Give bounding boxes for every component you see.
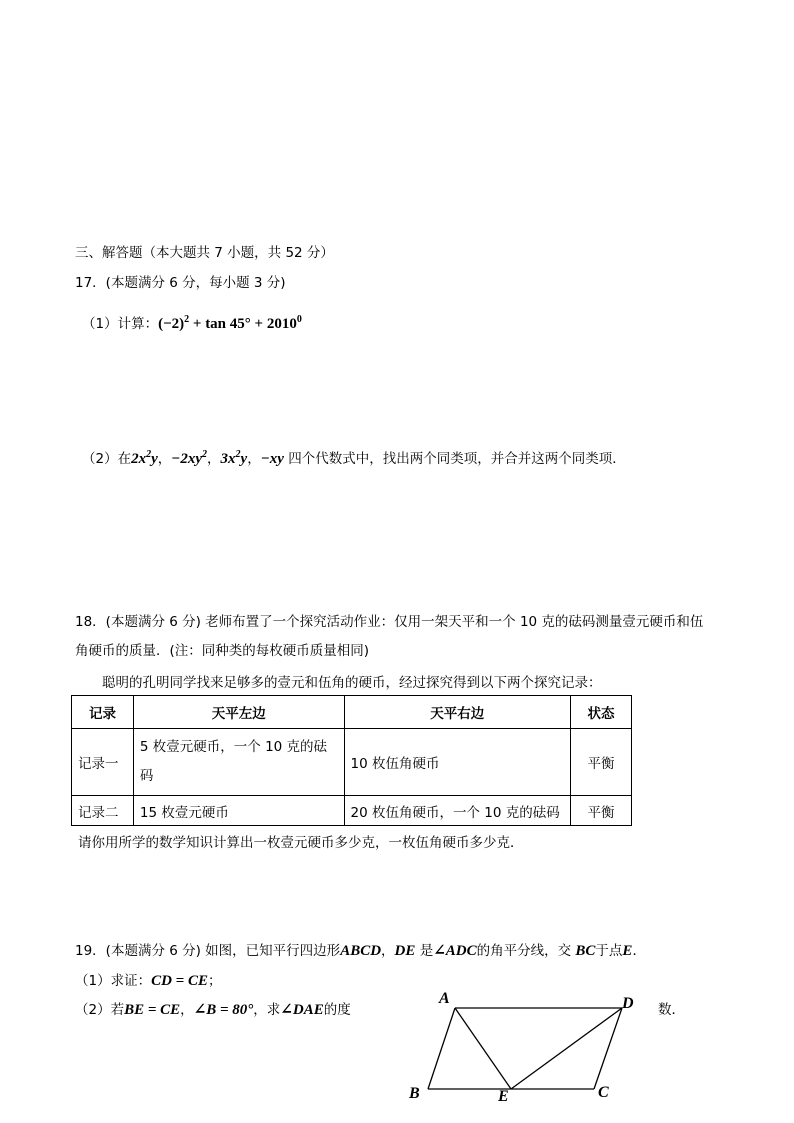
segment-de-line <box>511 1008 622 1089</box>
table-cell: 记录一 <box>72 729 134 796</box>
table-cell: 20 枚伍角硬币，一个 10 克的砝码 <box>344 796 571 826</box>
vertex-label-b: B <box>409 1085 420 1102</box>
q17-part1-rest: + tan 45° + 2010 <box>192 316 297 332</box>
q17-part1-exponent2: 0 <box>296 314 302 325</box>
term-2-exponent: 2 <box>202 449 208 460</box>
vertex-label-a: A <box>439 990 450 1007</box>
parallelogram-name: ABCD <box>340 943 382 959</box>
q19-part2-suffix: 的度 <box>323 1002 351 1018</box>
period: ． <box>632 943 646 959</box>
separator: ， <box>180 1002 194 1018</box>
term-3-exponent: 2 <box>235 449 241 460</box>
term-4: −xy <box>260 451 284 467</box>
table-cell: 15 枚壹元硬币 <box>133 796 344 826</box>
term-1-exponent: 2 <box>146 449 152 460</box>
q19-part2-expr2: ∠B = 80° <box>193 1002 254 1018</box>
q18-header-line1: 18．(本题满分 6 分) 老师布置了一个探究活动作业：仅用一架天平和一个 10 克的砝码测量壹元硬币和伍 <box>75 614 704 630</box>
table-header: 天平左边 <box>133 696 344 729</box>
segment-ae <box>455 1008 511 1089</box>
term-1-tail: y <box>151 451 158 467</box>
section-title: 三、解答题（本大题共 7 小题，共 52 分） <box>75 245 334 261</box>
q19-header-mid: 的角平分线，交 <box>476 943 572 959</box>
q19-part2-expr1: BE = CE <box>124 1002 181 1018</box>
separator: ， <box>247 451 261 467</box>
term-1-base: 2x <box>131 451 147 467</box>
q17-part1-exponent: 2 <box>184 314 190 325</box>
segment-bc: BC <box>575 943 596 959</box>
q17-header: 17．(本题满分 6 分，每小题 3 分) <box>75 275 286 291</box>
vertex-label-c: C <box>598 1084 609 1101</box>
q18-question: 请你用所学的数学知识计算出一枚壹元硬币多少克，一枚伍角硬币多少克． <box>78 835 524 851</box>
q19-part2-mid: ，求 <box>253 1002 281 1018</box>
q17-part1-base: (−2) <box>158 316 185 332</box>
q19-part2-expr3: ∠DAE <box>280 1002 324 1018</box>
q18-intro: 聪明的孔明同学找来足够多的壹元和伍角的硬币，经过探究得到以下两个探究记录： <box>102 675 602 691</box>
separator: ， <box>157 451 172 467</box>
table-cell: 记录二 <box>72 796 134 826</box>
term-2-base: −2xy <box>171 451 203 467</box>
q19-header-prefix: 19．(本题满分 6 分) 如图，已知平行四边形 <box>75 943 341 959</box>
q19-part2-prefix: （2）若 <box>75 1002 125 1018</box>
q19-part2-end: 数． <box>658 1002 685 1018</box>
term-3-tail: y <box>240 451 248 467</box>
segment-de: DE <box>394 943 416 959</box>
table-header: 状态 <box>571 696 632 729</box>
vertex-label-e: E <box>498 1088 509 1105</box>
word-at-point: 于点 <box>595 943 623 959</box>
separator: ， <box>381 943 395 959</box>
table-cell: 5 枚壹元硬币，一个 10 克的砝码 <box>133 729 344 796</box>
word-is: 是 <box>419 943 434 959</box>
term-3-base: 3x <box>220 451 236 467</box>
q17-part1-prefix: （1）计算： <box>82 316 159 332</box>
table-cell: 10 枚伍角硬币 <box>344 729 571 796</box>
q18-header-line2: 角硬币的质量．(注：同种类的每枚硬币质量相同) <box>75 643 370 659</box>
q19-part1-prefix: （1）求证： <box>75 973 152 989</box>
q19-part1-expr: CD = CE <box>151 973 208 989</box>
table-header: 记录 <box>72 696 134 729</box>
q17-part2-suffix: 四个代数式中，找出两个同类项，并合并这两个同类项． <box>288 451 626 467</box>
table-cell: 平衡 <box>571 729 632 796</box>
q17-part2-prefix: （2）在 <box>82 451 132 467</box>
table-cell: 平衡 <box>571 796 632 826</box>
separator: ， <box>207 451 221 467</box>
side-dc <box>594 1008 622 1089</box>
side-ab <box>428 1008 455 1089</box>
point-e: E <box>622 943 633 959</box>
q19-part1-suffix: ； <box>208 973 222 989</box>
vertex-label-d: D <box>622 995 634 1012</box>
angle-adc: ∠ADC <box>433 943 477 959</box>
table-header: 天平右边 <box>344 696 571 729</box>
